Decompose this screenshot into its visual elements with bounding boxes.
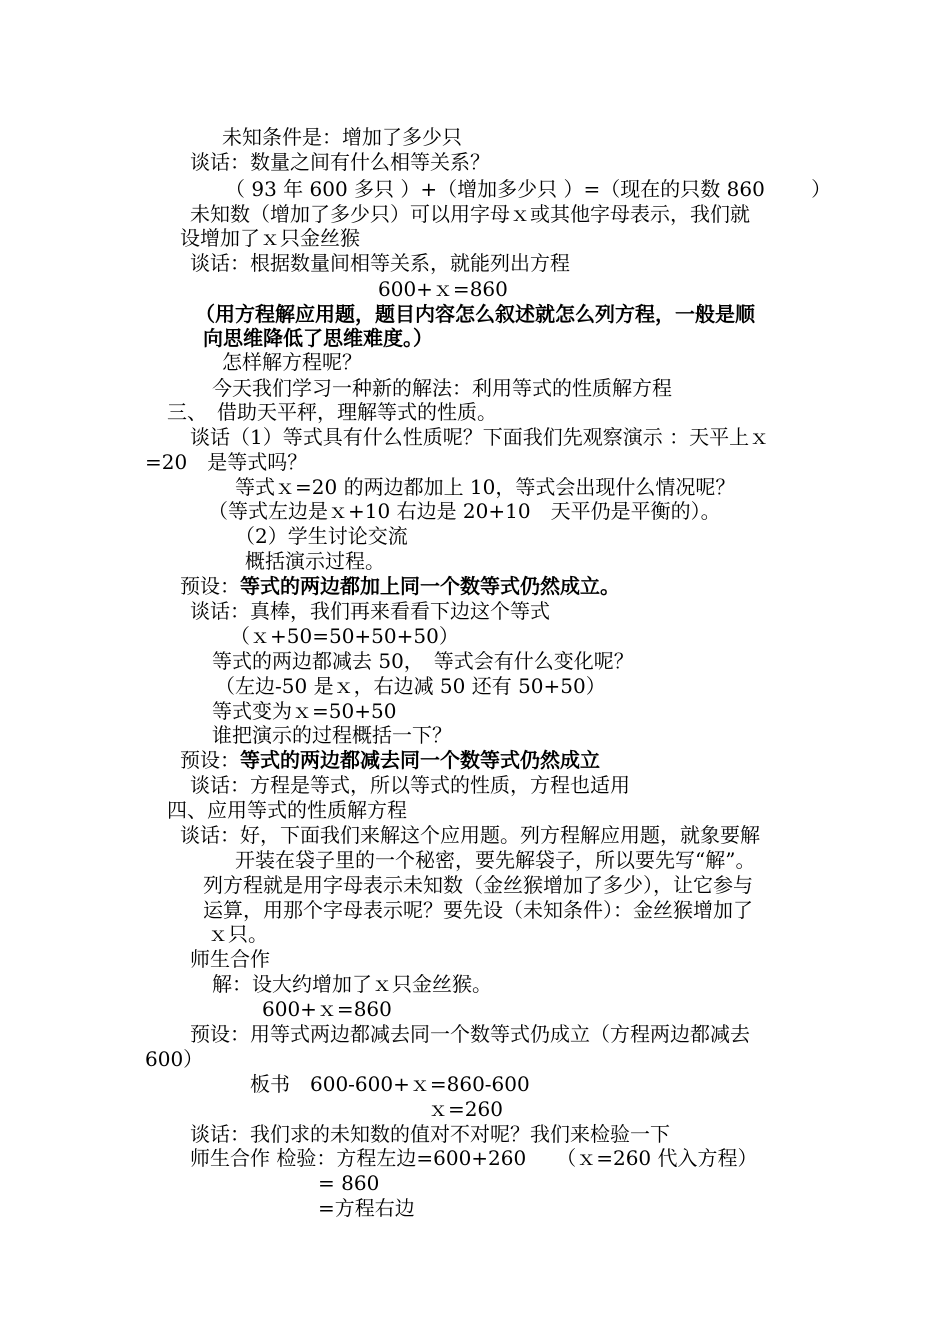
text-line: 谈话：真棒，我们再来看看下边这个等式 <box>190 599 550 623</box>
text-line: =20 是等式吗？ <box>145 450 308 474</box>
equation: 600+ｘ=860 <box>262 997 392 1021</box>
preset-conclusion: 等式的两边都加上同一个数等式仍然成立。 <box>240 574 620 598</box>
text-line: 谈话：我们求的未知数的值对不对呢？我们来检验一下 <box>190 1122 670 1146</box>
bold-note: （用方程解应用题，题目内容怎么叙述就怎么列方程，一般是顺 <box>195 302 755 326</box>
text-line: （2）学生讨论交流 <box>235 524 408 548</box>
text-line: 600） <box>145 1047 204 1071</box>
text-line: ｘ只。 <box>208 922 268 946</box>
equation: 600+ｘ=860 <box>378 277 508 301</box>
equation: =方程右边 <box>318 1196 415 1220</box>
text-line: （左边-50 是ｘ，右边减 50 还有 50+50） <box>215 674 606 698</box>
preset-label: 预设： <box>180 574 240 598</box>
text-line: 师生合作 <box>190 947 270 971</box>
text-line: 谁把演示的过程概括一下？ <box>212 723 452 747</box>
text-line: 运算，用那个字母表示呢？要先设（未知条件）：金丝猴增加了 <box>203 898 753 922</box>
text-line: 谈话：数量之间有什么相等关系？ <box>190 150 490 174</box>
section-heading: 四、应用等式的性质解方程 <box>167 798 407 822</box>
text-line: 怎样解方程呢？ <box>222 350 362 374</box>
text-line: 等式变为ｘ=50+50 <box>212 699 397 723</box>
text-line: 今天我们学习一种新的解法：利用等式的性质解方程 <box>212 376 672 400</box>
text-line: 等式的两边都减去 50， 等式会有什么变化呢？ <box>212 649 634 673</box>
text-line: （ 93 年 600 多只 ）+（增加多少只 ）=（现在的只数 860 ） <box>225 177 832 201</box>
preset-conclusion: 等式的两边都减去同一个数等式仍然成立 <box>240 748 600 772</box>
text-line: （等式左边是ｘ+10 右边是 20+10 天平仍是平衡的）。 <box>208 499 721 523</box>
text-line: 谈话（1）等式具有什么性质呢？下面我们先观察演示 ：天平上ｘ <box>190 425 770 449</box>
preset-line <box>180 573 620 599</box>
text-line: 预设：用等式两边都减去同一个数等式仍成立（方程两边都减去 <box>190 1022 750 1046</box>
text-line: 谈话：方程是等式，所以等式的性质，方程也适用 <box>190 773 630 797</box>
equation-solution: ｘ=260 <box>428 1097 503 1121</box>
text-line: 谈话：好，下面我们来解这个应用题。列方程解应用题，就象要解 <box>180 823 760 847</box>
preset-line <box>180 747 600 773</box>
text-line: 未知条件是：增加了多少只 <box>222 125 462 149</box>
text-line: 未知数（增加了多少只）可以用字母ｘ或其他字母表示，我们就 <box>190 202 750 226</box>
equation: （ｘ+50=50+50+50） <box>230 624 459 648</box>
text-line: 设增加了ｘ只金丝猴 <box>180 226 360 250</box>
text-line: 师生合作 检验：方程左边=600+260 （ｘ=260 代入方程） <box>190 1146 758 1170</box>
board-equation: 板书 600-600+ｘ=860-600 <box>250 1072 530 1096</box>
text-line: 等式ｘ=20 的两边都加上 10，等式会出现什么情况呢？ <box>235 475 736 499</box>
bold-note: 向思维降低了思维难度。） <box>203 326 433 350</box>
text-line: 列方程就是用字母表示未知数（金丝猴增加了多少），让它参与 <box>203 873 753 897</box>
text-line: 开装在袋子里的一个秘密，要先解袋子，所以要先写“解”。 <box>235 848 756 872</box>
text-line: 谈话：根据数量间相等关系，就能列出方程 <box>190 251 570 275</box>
section-heading: 三、 借助天平秤，理解等式的性质。 <box>167 400 497 424</box>
text-line: 概括演示过程。 <box>245 549 385 573</box>
equation: = 860 <box>318 1171 380 1195</box>
preset-label: 预设： <box>180 748 240 772</box>
text-line: 解：设大约增加了ｘ只金丝猴。 <box>212 972 492 996</box>
